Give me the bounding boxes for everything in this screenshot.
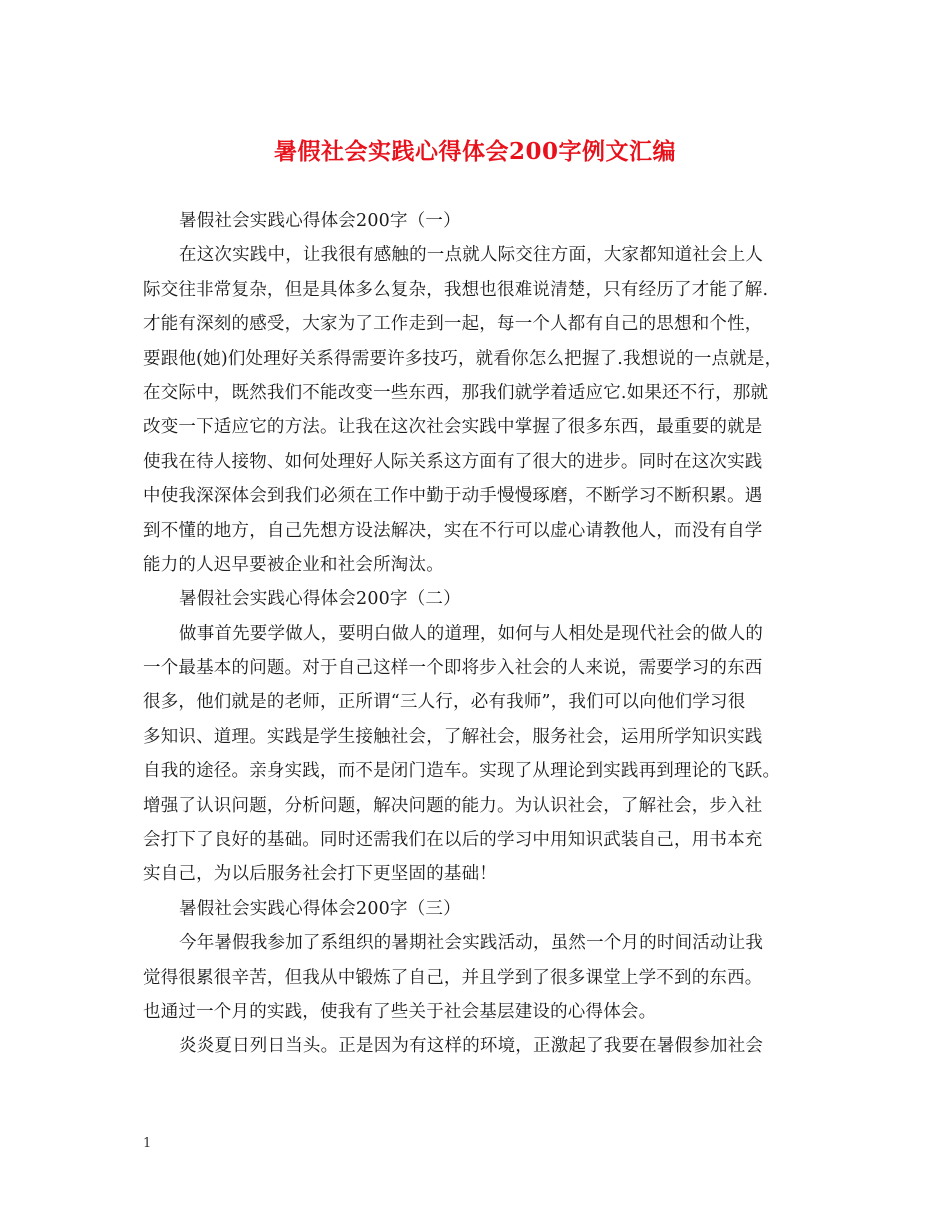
paragraph-line: 际交往非常复杂，但是具体多么复杂，我想也很难说清楚，只有经历了才能了解. xyxy=(143,279,769,300)
paragraph-line: 要跟他(她)们处理好关系得需要许多技巧，就看你怎么把握了.我想说的一点就是， xyxy=(143,348,783,369)
paragraph-line: 改变一下适应它的方法。让我在这次社会实践中掌握了很多东西，最重要的就是 xyxy=(143,417,763,438)
paragraph-line: 自我的途径。亲身实践，而不是闭门造车。实现了从理论到实践再到理论的飞跃。 xyxy=(143,761,781,782)
paragraph-line: 很多，他们就是的老师，正所谓“三人行，必有我师”，我们可以向他们学习很 xyxy=(143,692,746,713)
document-body xyxy=(143,204,823,1064)
paragraph-line: 也通过一个月的实践，使我有了些关于社会基层建设的心得体会。 xyxy=(143,1001,657,1022)
section-heading: 暑假社会实践心得体会200字（三） xyxy=(179,898,461,919)
paragraph-line: 今年暑假我参加了系组织的暑期社会实践活动，虽然一个月的时间活动让我 xyxy=(179,933,764,954)
paragraph-line: 在交际中，既然我们不能改变一些东西，那我们就学着适应它.如果还不行，那就 xyxy=(143,382,769,403)
paragraph-line: 会打下了良好的基础。同时还需我们在以后的学习中用知识武装自己，用书本充 xyxy=(143,830,763,851)
paragraph-line: 能力的人迟早要被企业和社会所淘汰。 xyxy=(143,554,444,575)
paragraph-line: 中使我深深体会到我们必须在工作中勤于动手慢慢琢磨，不断学习不断积累。遇 xyxy=(143,486,763,507)
document-title: 暑假社会实践心得体会200字例文汇编 xyxy=(273,138,676,165)
paragraph-line: 多知识、道理。实践是学生接触社会，了解社会，服务社会，运用所学知识实践 xyxy=(143,726,763,747)
paragraph-line: 才能有深刻的感受，大家为了工作走到一起，每一个人都有自己的思想和个性， xyxy=(143,314,763,335)
paragraph-line: 到不懂的地方，自己先想方设法解决，实在不行可以虚心请教他人，而没有自学 xyxy=(143,520,763,541)
paragraph-line: 觉得很累很辛苦，但我从中锻炼了自己，并且学到了很多课堂上学不到的东西。 xyxy=(143,967,763,988)
paragraph-line: 增强了认识问题，分析问题，解决问题的能力。为认识社会，了解社会，步入社 xyxy=(143,795,763,816)
paragraph-line: 一个最基本的问题。对于自己这样一个即将步入社会的人来说，需要学习的东西 xyxy=(143,658,763,679)
paragraph-line: 在这次实践中，让我很有感触的一点就人际交往方面，大家都知道社会上人 xyxy=(179,245,764,266)
paragraph-line: 实自己，为以后服务社会打下更坚固的基础！ xyxy=(143,864,497,885)
paragraph-line: 炎炎夏日列日当头。正是因为有这样的环境，正激起了我要在暑假参加社会 xyxy=(179,1036,764,1057)
section-heading: 暑假社会实践心得体会200字（一） xyxy=(179,211,461,231)
section-heading: 暑假社会实践心得体会200字（二） xyxy=(179,589,461,610)
paragraph-line: 做事首先要学做人，要明白做人的道理，如何与人相处是现代社会的做人的 xyxy=(179,623,764,644)
page-number: 1 xyxy=(143,1136,152,1151)
paragraph-line: 使我在待人接物、如何处理好人际关系这方面有了很大的进步。同时在这次实践 xyxy=(143,451,763,472)
